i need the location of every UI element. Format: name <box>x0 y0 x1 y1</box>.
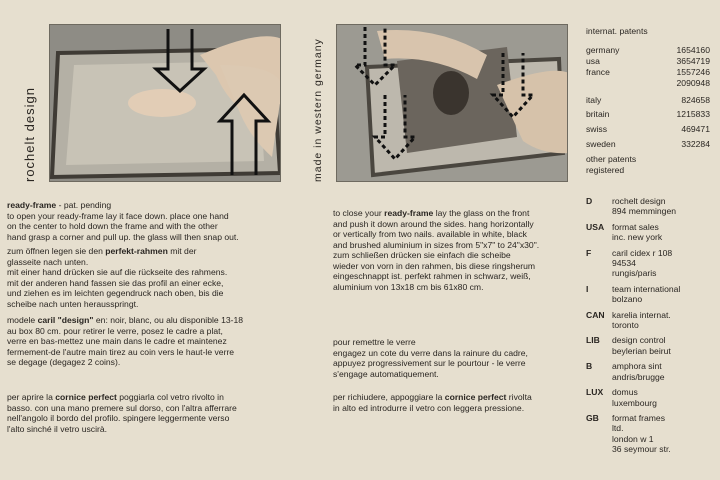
distributor-address: karelia internat. toronto <box>612 309 671 331</box>
it-open-lead: per aprire la <box>7 392 56 402</box>
distributor-code: CAN <box>586 309 605 320</box>
it-close-lead: per richiudere, appoggiare la <box>333 392 445 402</box>
patent-number: 332284 <box>681 139 710 150</box>
de-open-lead: zum öffnen legen sie den <box>7 246 106 256</box>
patent-country: sweden <box>586 139 616 150</box>
patent-row <box>586 67 710 89</box>
en-close-bold: ready-frame <box>384 208 434 218</box>
it-close-body: rivolta in alto ed introdurre il vetro con leggera pressione. <box>333 392 532 413</box>
distributor-row <box>586 284 710 305</box>
it-close-bold: cornice perfect <box>444 392 507 402</box>
made-in-vertical-label: made in western germany <box>312 38 324 182</box>
distributor-address: team international bolzano <box>612 283 681 305</box>
distributor-code: F <box>586 247 592 258</box>
distributor-address: design control beylerian beirut <box>612 335 671 356</box>
distributor-address: format sales inc. new york <box>612 221 663 243</box>
english-open-instructions <box>7 200 327 242</box>
distributor-row <box>586 248 710 279</box>
distributor-row <box>586 222 710 243</box>
french-close-instructions <box>333 337 583 379</box>
distributor-row <box>586 196 710 217</box>
german-open-instructions <box>7 246 327 310</box>
distributor-row <box>586 310 710 331</box>
italian-close-instructions <box>333 392 583 413</box>
english-open-body: to open your ready-frame lay it face down. place one hand on the center to hold down the frame and with the other hand grasp a corner and pull up. the glass will then snap out. <box>7 210 239 242</box>
en-close-body: lay the glass on the front and push it down around the sides. hang horizontally or vertically from two nails. available in white, black and brushed aluminium in sizes from 5"x7" to 24"x30". <box>333 208 540 250</box>
german-close-instructions <box>333 250 583 292</box>
patents-heading: internat. patents <box>586 26 648 36</box>
fr-open-bold: caril "design" <box>37 315 94 325</box>
distributor-row <box>586 413 710 455</box>
fr-close-body: pour remettre le verre engagez un cote du verre dans la rainure du cadre, appuyez progressivement sur le pourtour - le verre s'engage automatiquement. <box>333 337 528 379</box>
brand-vertical-label: rochelt design <box>22 87 37 182</box>
open-frame-illustration <box>50 25 281 182</box>
photo-close-frame <box>336 24 568 182</box>
de-close-body: zum schließen drücken sie einfach die scheibe wieder von vorn in den rahmen, bis diese ringsherum eingeschnappt ist. perfekt rahmen in schwarz, weiß, aluminium von 13x18 cm bis 61x80 cm. <box>333 250 536 292</box>
pat-pending-text: - pat. pending <box>56 200 112 210</box>
it-open-bold: cornice perfect <box>55 392 117 402</box>
de-open-bold: perfekt-rahmen <box>105 246 168 256</box>
ready-frame-title: ready-frame <box>7 200 57 210</box>
distributor-code: LIB <box>586 335 600 346</box>
patents-list <box>586 26 710 176</box>
distributor-address: amphora sint andris/brugge <box>612 361 665 382</box>
distributor-address: rochelt design 894 memmingen <box>612 196 677 217</box>
distributor-row <box>586 361 710 382</box>
patent-number: 824658 <box>681 94 710 105</box>
distributor-row <box>586 335 710 356</box>
distributor-code: B <box>586 361 593 372</box>
patent-row <box>586 109 710 120</box>
patent-row <box>586 45 710 56</box>
distributor-code: GB <box>586 412 599 423</box>
distributor-row <box>586 387 710 408</box>
patent-row <box>586 56 710 67</box>
italian-open-instructions <box>7 392 327 434</box>
patent-number: 1557246 2090948 <box>676 66 710 88</box>
distributor-list <box>586 196 710 460</box>
patent-country: swiss <box>586 124 608 135</box>
en-close-lead: to close your <box>333 208 385 218</box>
patent-country: britain <box>586 109 610 120</box>
patent-country: italy <box>586 94 602 105</box>
patent-country: france <box>586 66 610 77</box>
distributor-code: LUX <box>586 387 604 398</box>
patent-number: 1654160 <box>676 44 710 55</box>
fr-open-body: en: noir, blanc, ou alu disponible 13-18 au box 80 cm. pour retirer le verre, posez le cadre a plat, verre en bas-mettez une main dans le cadre et maintenez fermement-de l'autre main tirez au coin vers le haut-le verre se degage (degagez 2 coins). <box>7 315 244 368</box>
it-open-body: poggiarla col vetro rivolto in basso. con una mano premere sul dorso, con l'altra afferrare nell'angolo il bordo del profilo. spingere leggermente verso l'alto sinché il vetro uscirà. <box>7 392 237 434</box>
patent-row <box>586 139 710 150</box>
distributor-code: D <box>586 196 593 206</box>
distributor-address: caril cidex r 108 94534 rungis/paris <box>612 247 673 279</box>
patent-country: germany <box>586 44 620 55</box>
french-open-instructions <box>7 315 327 368</box>
fr-open-lead: modele <box>7 315 38 325</box>
photo-open-frame <box>49 24 281 182</box>
de-open-body: mit der glasseite nach unten. mit einer hand drücken sie auf die rückseite des rahmens. mit der anderen hand fassen sie das profil an einer ecke, und ziehen es im leichten gegendruck nach oben, bis die scheibe nach unten herausspringt. <box>7 246 228 309</box>
distributor-code: I <box>586 283 589 294</box>
patent-country: usa <box>586 55 600 66</box>
close-frame-illustration <box>337 25 568 182</box>
patent-number: 3654719 <box>676 55 710 66</box>
patent-row <box>586 95 710 106</box>
patents-other: other patents registered <box>586 154 637 176</box>
english-close-instructions <box>333 208 583 250</box>
patent-row <box>586 124 710 135</box>
patent-number: 469471 <box>681 124 710 135</box>
patent-number: 1215833 <box>676 109 710 120</box>
distributor-address: domus luxembourg <box>612 387 657 408</box>
distributor-code: USA <box>586 221 605 232</box>
distributor-address: format frames ltd. london w 1 36 seymour str. <box>612 412 671 455</box>
